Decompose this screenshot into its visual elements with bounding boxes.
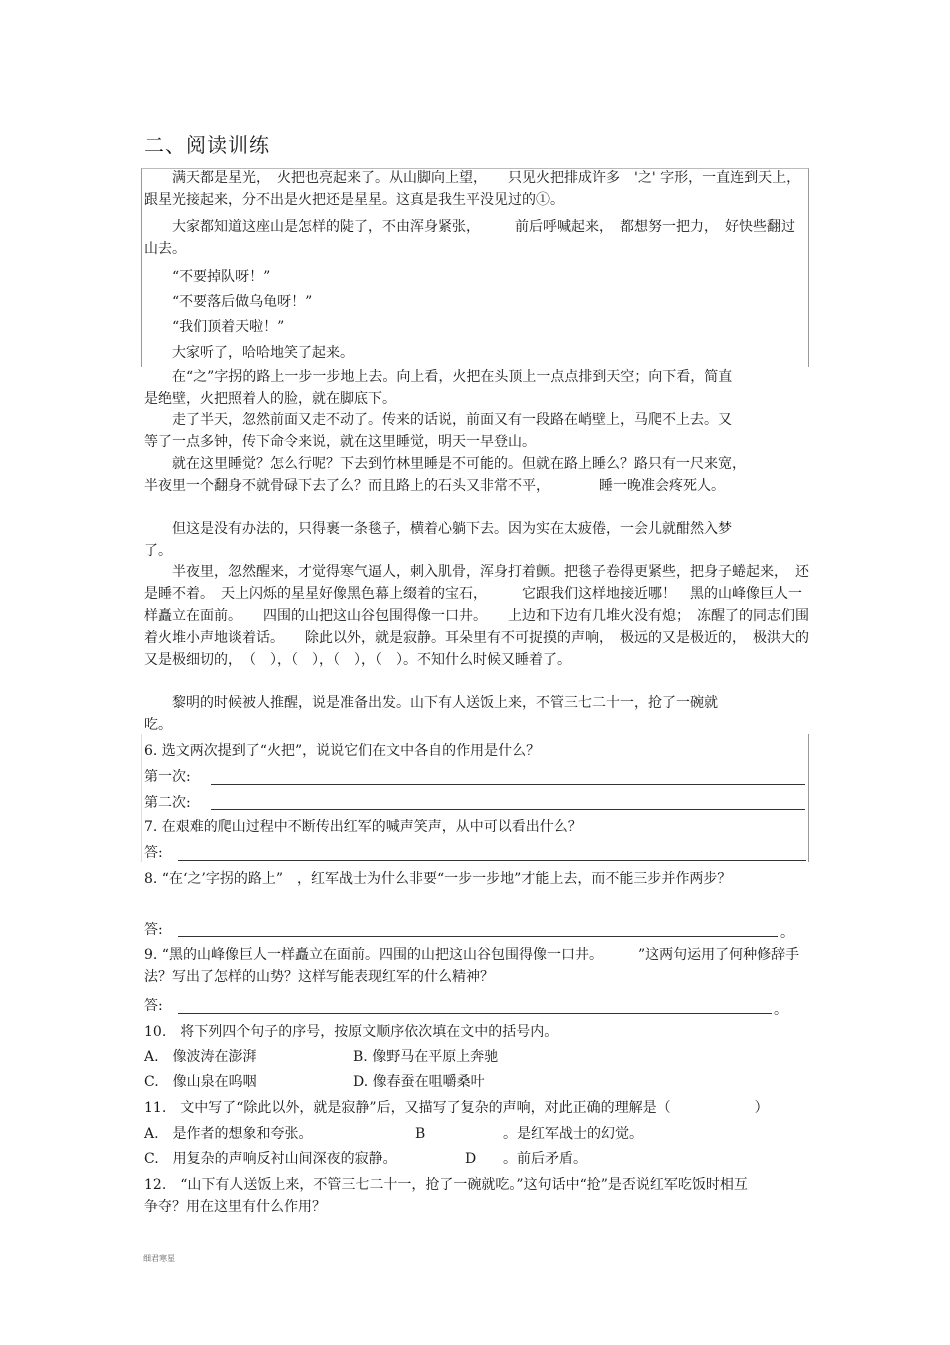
q6-first-answer-line[interactable] xyxy=(211,784,805,785)
q7-answer-line[interactable] xyxy=(178,860,806,861)
section-title: 二、阅读训练 xyxy=(144,133,270,157)
passage-paragraph-7: 在“之”字拐的路上一步一步地上去。向上看，火把在头顶上一点点排到天空；向下看，简直是绝壁，火把照着人的脸，就在脚底下。 xyxy=(144,369,733,407)
q10-option-c: C. 像山泉在呜咽 xyxy=(144,1074,257,1090)
question-11: 11. 文中写了“除此以外，就是寂静”后，又描写了复杂的声响，对此正确的理解是（ ） xyxy=(144,1100,769,1116)
passage-paragraph-10: 但这是没有办法的，只得裹一条毯子，横着心躺下去。因为实在太疲倦，一会儿就酣然入梦了。 xyxy=(144,521,732,559)
q6-second-answer-line[interactable] xyxy=(211,809,805,810)
q11-option-b-text: 。是红军战士的幻觉。 xyxy=(503,1126,643,1142)
question-8: 8. “在‘之’字拐的路上” ，红军战士为什么非要“一步一步地”才能上去，而不能三步并作两步？ xyxy=(144,871,732,887)
page-footer: 细君寒星 xyxy=(143,1254,175,1263)
q10-option-a: A. 像波涛在澎湃 xyxy=(144,1049,257,1065)
q9-answer-line[interactable] xyxy=(178,1013,772,1014)
question-6: 6. 选文两次提到了“火把”，说说它们在文中各自的作用是什么？ xyxy=(144,743,541,759)
passage-paragraph-12: 黎明的时候被人推醒，说是准备出发。山下有人送饭上来，不管三七二十一，抢了一碗就吃。 xyxy=(144,695,718,733)
q9-end-mark: 。 xyxy=(774,1002,788,1018)
q11-option-d-text: 。前后矛盾。 xyxy=(503,1151,587,1167)
q10-option-d: D. 像春蚕在咀嚼桑叶 xyxy=(353,1074,485,1090)
passage-paragraph-8: 走了半天，忽然前面又走不动了。传来的话说，前面又有一段路在峭壁上，马爬不上去。又等了一点多钟，传下命令来说，就在这里睡觉，明天一早登山。 xyxy=(144,412,732,450)
passage-paragraph-1: 满天都是星光， 火把也亮起来了。从山脚向上望， 只见火把排成许多 '之' 字形，一直连到天上，跟星光接起来，分不出是火把还是星星。这真是我生平没见过的①。 xyxy=(144,170,801,208)
q7-answer-label: 答: xyxy=(144,845,163,861)
question-7: 7. 在艰难的爬山过程中不断传出红军的喊声笑声，从中可以看出什么？ xyxy=(144,819,582,835)
q8-answer-line[interactable] xyxy=(178,936,778,937)
q6-second-label: 第二次: xyxy=(144,795,191,811)
q8-end-mark: 。 xyxy=(780,925,794,941)
passage-paragraph-3: “不要掉队呀！” xyxy=(144,269,271,285)
q6-first-label: 第一次: xyxy=(144,769,191,785)
passage-paragraph-2: 大家都知道这座山是怎样的陡了，不由浑身紧张， 前后呼喊起来， 都想努一把力， 好快些翻过山去。 xyxy=(144,219,795,257)
question-10: 10. 将下列四个句子的序号，按原文顺序依次填在文中的括号内。 xyxy=(144,1024,559,1040)
question-12: 12. “山下有人送饭上来，不管三七二十一，抢了一碗就吃。”这句话中“抢”是否说红军吃饭时相互争夺？用在这里有什么作用？ xyxy=(144,1177,748,1215)
q11-option-d-letter: D xyxy=(465,1151,477,1167)
q9-answer-label: 答: xyxy=(144,998,163,1014)
question-9: 9. “黑的山峰像巨人一样矗立在面前。四围的山把这山谷包围得像一口井。 ”这两句运用了何种修辞手法？写出了怎样的山势？这样写能表现红军的什么精神？ xyxy=(144,947,800,985)
passage-paragraph-9: 就在这里睡觉？怎么行呢？下去到竹林里睡是不可能的。但就在路上睡么？路只有一尺来宽， 半夜里一个翻身不就骨碌下去了么？而且路上的石头又非常不平， 睡一晚准会疼死人。 xyxy=(144,456,753,494)
passage-paragraph-5: “我们顶着天啦！” xyxy=(144,319,285,335)
passage-paragraph-4: “不要落后做乌龟呀！” xyxy=(144,294,313,310)
q10-option-b: B. 像野马在平原上奔驰 xyxy=(353,1049,499,1065)
q11-option-a: A. 是作者的想象和夸张。 xyxy=(144,1126,313,1142)
q11-option-b-letter: B xyxy=(415,1126,426,1142)
passage-paragraph-6: 大家听了，哈哈地笑了起来。 xyxy=(144,345,354,361)
q8-answer-label: 答: xyxy=(144,922,163,938)
passage-paragraph-11: 半夜里，忽然醒来，才觉得寒气逼人，刺入肌骨，浑身打着颤。把毯子卷得更紧些，把身子蜷起来， 还是睡不着。 天上闪烁的星星好像黑色幕上缀着的宝石， 它跟我们这样地接近哪！ 黑的山峰像巨人一样矗立在面前。 四围的山把这山谷包围得像一口井。 上边和下边有几堆火没有熄； 冻醒了的同志们围着火堆小声地谈着话。 除此以外，就是寂静。耳朵里有不可捉摸的声响， 极远的又是极近的， 极洪大的又是极细切的， （ ），（ ），（ ），（ ）。不知什么时候又睡着了。 xyxy=(144,564,809,668)
q11-option-c: C. 用复杂的声响反衬山间深夜的寂静。 xyxy=(144,1151,397,1167)
